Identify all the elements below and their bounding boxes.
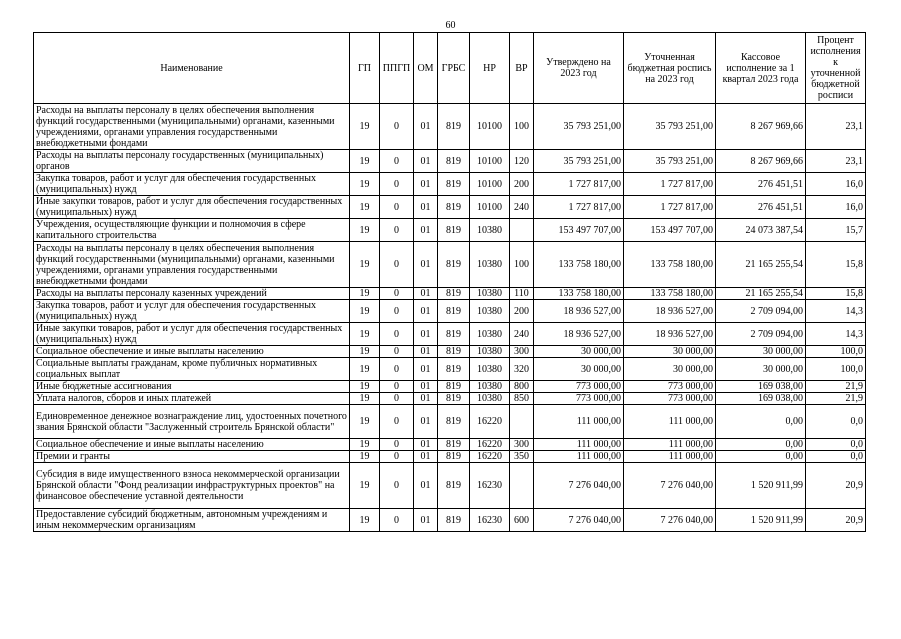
cell-cash: 0,00 bbox=[716, 405, 806, 439]
cell-om: 01 bbox=[414, 405, 438, 439]
cell-gp: 19 bbox=[350, 393, 380, 405]
cell-approved: 773 000,00 bbox=[534, 381, 624, 393]
cell-cash: 2 709 094,00 bbox=[716, 300, 806, 323]
table-row bbox=[34, 196, 866, 219]
cell-ppgp: 0 bbox=[380, 451, 414, 463]
cell-om: 01 bbox=[414, 219, 438, 242]
cell-grbs: 819 bbox=[438, 463, 470, 509]
cell-cash: 276 451,51 bbox=[716, 196, 806, 219]
cell-gp: 19 bbox=[350, 346, 380, 358]
cell-percent: 0,0 bbox=[806, 439, 866, 451]
cell-name: Уплата налогов, сборов и иных платежей bbox=[34, 393, 350, 405]
header-om: ОМ bbox=[414, 33, 438, 104]
cell-approved: 111 000,00 bbox=[534, 451, 624, 463]
cell-grbs: 819 bbox=[438, 150, 470, 173]
cell-percent: 21,9 bbox=[806, 393, 866, 405]
cell-grbs: 819 bbox=[438, 196, 470, 219]
cell-refined: 1 727 817,00 bbox=[624, 196, 716, 219]
cell-vr: 300 bbox=[510, 439, 534, 451]
cell-ppgp: 0 bbox=[380, 288, 414, 300]
table-row bbox=[34, 358, 866, 381]
cell-np: 10380 bbox=[470, 242, 510, 288]
cell-vr: 100 bbox=[510, 242, 534, 288]
cell-np: 16220 bbox=[470, 405, 510, 439]
cell-np: 16220 bbox=[470, 451, 510, 463]
cell-vr: 240 bbox=[510, 196, 534, 219]
cell-om: 01 bbox=[414, 509, 438, 532]
cell-vr bbox=[510, 405, 534, 439]
cell-name: Расходы на выплаты персоналу казенных учреждений bbox=[34, 288, 350, 300]
cell-approved: 18 936 527,00 bbox=[534, 323, 624, 346]
cell-vr: 850 bbox=[510, 393, 534, 405]
cell-percent: 14,3 bbox=[806, 300, 866, 323]
cell-approved: 35 793 251,00 bbox=[534, 150, 624, 173]
cell-vr: 200 bbox=[510, 173, 534, 196]
cell-cash: 0,00 bbox=[716, 439, 806, 451]
cell-ppgp: 0 bbox=[380, 439, 414, 451]
cell-gp: 19 bbox=[350, 463, 380, 509]
cell-ppgp: 0 bbox=[380, 463, 414, 509]
cell-np: 10380 bbox=[470, 219, 510, 242]
cell-ppgp: 0 bbox=[380, 150, 414, 173]
cell-cash: 276 451,51 bbox=[716, 173, 806, 196]
cell-np: 10380 bbox=[470, 288, 510, 300]
cell-name: Единовременное денежное вознаграждение лиц, удостоенных почетного звания Брянской области "Заслуженный строитель Брянской области" bbox=[34, 405, 350, 439]
cell-refined: 1 727 817,00 bbox=[624, 173, 716, 196]
cell-np: 16230 bbox=[470, 509, 510, 532]
cell-refined: 7 276 040,00 bbox=[624, 463, 716, 509]
cell-ppgp: 0 bbox=[380, 173, 414, 196]
cell-grbs: 819 bbox=[438, 358, 470, 381]
cell-refined: 30 000,00 bbox=[624, 358, 716, 381]
table-row bbox=[34, 219, 866, 242]
cell-grbs: 819 bbox=[438, 323, 470, 346]
cell-refined: 35 793 251,00 bbox=[624, 104, 716, 150]
cell-gp: 19 bbox=[350, 439, 380, 451]
cell-refined: 30 000,00 bbox=[624, 346, 716, 358]
cell-vr: 300 bbox=[510, 346, 534, 358]
cell-ppgp: 0 bbox=[380, 196, 414, 219]
table-row bbox=[34, 439, 866, 451]
cell-np: 10380 bbox=[470, 346, 510, 358]
cell-name: Премии и гранты bbox=[34, 451, 350, 463]
cell-grbs: 819 bbox=[438, 509, 470, 532]
cell-refined: 133 758 180,00 bbox=[624, 242, 716, 288]
cell-approved: 30 000,00 bbox=[534, 358, 624, 381]
cell-gp: 19 bbox=[350, 323, 380, 346]
cell-om: 01 bbox=[414, 196, 438, 219]
cell-np: 10100 bbox=[470, 150, 510, 173]
cell-ppgp: 0 bbox=[380, 219, 414, 242]
cell-grbs: 819 bbox=[438, 300, 470, 323]
cell-om: 01 bbox=[414, 381, 438, 393]
cell-cash: 1 520 911,99 bbox=[716, 509, 806, 532]
table-row bbox=[34, 381, 866, 393]
table-row bbox=[34, 451, 866, 463]
header-grbs: ГРБС bbox=[438, 33, 470, 104]
cell-ppgp: 0 bbox=[380, 509, 414, 532]
header-percent: Процент исполнения к уточненной бюджетной росписи bbox=[806, 33, 866, 104]
cell-approved: 30 000,00 bbox=[534, 346, 624, 358]
cell-name: Социальное обеспечение и иные выплаты населению bbox=[34, 439, 350, 451]
cell-approved: 7 276 040,00 bbox=[534, 463, 624, 509]
cell-cash: 0,00 bbox=[716, 451, 806, 463]
cell-om: 01 bbox=[414, 288, 438, 300]
cell-cash: 21 165 255,54 bbox=[716, 242, 806, 288]
cell-np: 10380 bbox=[470, 358, 510, 381]
cell-cash: 2 709 094,00 bbox=[716, 323, 806, 346]
cell-approved: 133 758 180,00 bbox=[534, 242, 624, 288]
cell-om: 01 bbox=[414, 463, 438, 509]
cell-cash: 30 000,00 bbox=[716, 358, 806, 381]
cell-np: 10380 bbox=[470, 393, 510, 405]
cell-grbs: 819 bbox=[438, 173, 470, 196]
cell-ppgp: 0 bbox=[380, 300, 414, 323]
header-approved: Утверждено на 2023 год bbox=[534, 33, 624, 104]
cell-percent: 15,8 bbox=[806, 242, 866, 288]
cell-vr: 320 bbox=[510, 358, 534, 381]
cell-gp: 19 bbox=[350, 358, 380, 381]
cell-ppgp: 0 bbox=[380, 358, 414, 381]
cell-om: 01 bbox=[414, 173, 438, 196]
cell-grbs: 819 bbox=[438, 346, 470, 358]
cell-approved: 35 793 251,00 bbox=[534, 104, 624, 150]
cell-om: 01 bbox=[414, 346, 438, 358]
cell-grbs: 819 bbox=[438, 439, 470, 451]
cell-vr: 110 bbox=[510, 288, 534, 300]
cell-gp: 19 bbox=[350, 219, 380, 242]
cell-gp: 19 bbox=[350, 196, 380, 219]
cell-gp: 19 bbox=[350, 509, 380, 532]
cell-percent: 100,0 bbox=[806, 358, 866, 381]
cell-refined: 18 936 527,00 bbox=[624, 323, 716, 346]
cell-om: 01 bbox=[414, 439, 438, 451]
cell-cash: 169 038,00 bbox=[716, 381, 806, 393]
cell-vr: 600 bbox=[510, 509, 534, 532]
cell-name: Закупка товаров, работ и услуг для обеспечения государственных (муниципальных) нужд bbox=[34, 300, 350, 323]
cell-om: 01 bbox=[414, 358, 438, 381]
cell-refined: 773 000,00 bbox=[624, 381, 716, 393]
cell-grbs: 819 bbox=[438, 405, 470, 439]
header-np: НР bbox=[470, 33, 510, 104]
cell-cash: 8 267 969,66 bbox=[716, 150, 806, 173]
header-ppgp: ППГП bbox=[380, 33, 414, 104]
cell-om: 01 bbox=[414, 242, 438, 288]
cell-cash: 169 038,00 bbox=[716, 393, 806, 405]
cell-refined: 111 000,00 bbox=[624, 439, 716, 451]
cell-cash: 21 165 255,54 bbox=[716, 288, 806, 300]
cell-np: 10380 bbox=[470, 381, 510, 393]
cell-grbs: 819 bbox=[438, 219, 470, 242]
cell-name: Расходы на выплаты персоналу в целях обеспечения выполнения функций государственными (муниципальными) органами, казенными учреждениями, органами управления государственными внебюджетными фондами bbox=[34, 242, 350, 288]
cell-vr bbox=[510, 219, 534, 242]
cell-refined: 133 758 180,00 bbox=[624, 288, 716, 300]
cell-percent: 0,0 bbox=[806, 451, 866, 463]
cell-ppgp: 0 bbox=[380, 405, 414, 439]
cell-percent: 16,0 bbox=[806, 173, 866, 196]
cell-om: 01 bbox=[414, 104, 438, 150]
cell-approved: 133 758 180,00 bbox=[534, 288, 624, 300]
cell-percent: 16,0 bbox=[806, 196, 866, 219]
table-row bbox=[34, 242, 866, 288]
cell-np: 10100 bbox=[470, 173, 510, 196]
cell-approved: 1 727 817,00 bbox=[534, 196, 624, 219]
cell-vr: 100 bbox=[510, 104, 534, 150]
cell-gp: 19 bbox=[350, 381, 380, 393]
cell-name: Расходы на выплаты персоналу государственных (муниципальных) органов bbox=[34, 150, 350, 173]
cell-gp: 19 bbox=[350, 242, 380, 288]
cell-vr: 200 bbox=[510, 300, 534, 323]
table-row bbox=[34, 173, 866, 196]
cell-name: Иные бюджетные ассигнования bbox=[34, 381, 350, 393]
cell-grbs: 819 bbox=[438, 451, 470, 463]
cell-cash: 8 267 969,66 bbox=[716, 104, 806, 150]
cell-gp: 19 bbox=[350, 451, 380, 463]
cell-name: Расходы на выплаты персоналу в целях обеспечения выполнения функций государственными (муниципальными) органами, казенными учреждениями, органами управления государственными внебюджетными фондами bbox=[34, 104, 350, 150]
cell-om: 01 bbox=[414, 300, 438, 323]
cell-np: 16220 bbox=[470, 439, 510, 451]
cell-ppgp: 0 bbox=[380, 323, 414, 346]
cell-om: 01 bbox=[414, 393, 438, 405]
cell-percent: 15,7 bbox=[806, 219, 866, 242]
header-cash: Кассовое исполнение за 1 квартал 2023 года bbox=[716, 33, 806, 104]
cell-ppgp: 0 bbox=[380, 393, 414, 405]
cell-name: Субсидия в виде имущественного взноса некоммерческой организации Брянской области "Фонд реализации инфраструктурных проектов" на финансовое обеспечение уставной деятельности bbox=[34, 463, 350, 509]
cell-cash: 1 520 911,99 bbox=[716, 463, 806, 509]
cell-np: 10380 bbox=[470, 323, 510, 346]
cell-approved: 153 497 707,00 bbox=[534, 219, 624, 242]
cell-percent: 23,1 bbox=[806, 104, 866, 150]
cell-grbs: 819 bbox=[438, 242, 470, 288]
cell-approved: 111 000,00 bbox=[534, 439, 624, 451]
cell-om: 01 bbox=[414, 451, 438, 463]
cell-gp: 19 bbox=[350, 288, 380, 300]
cell-np: 10100 bbox=[470, 104, 510, 150]
cell-gp: 19 bbox=[350, 405, 380, 439]
table-body bbox=[34, 104, 866, 532]
table-row bbox=[34, 346, 866, 358]
cell-approved: 111 000,00 bbox=[534, 405, 624, 439]
table-row bbox=[34, 104, 866, 150]
table-header-row bbox=[34, 33, 866, 104]
cell-refined: 773 000,00 bbox=[624, 393, 716, 405]
cell-percent: 20,9 bbox=[806, 509, 866, 532]
table-row bbox=[34, 463, 866, 509]
cell-percent: 23,1 bbox=[806, 150, 866, 173]
cell-np: 16230 bbox=[470, 463, 510, 509]
cell-ppgp: 0 bbox=[380, 381, 414, 393]
table-row bbox=[34, 405, 866, 439]
cell-vr: 240 bbox=[510, 323, 534, 346]
header-name: Наименование bbox=[34, 33, 350, 104]
table-row bbox=[34, 300, 866, 323]
cell-ppgp: 0 bbox=[380, 104, 414, 150]
cell-gp: 19 bbox=[350, 173, 380, 196]
cell-refined: 7 276 040,00 bbox=[624, 509, 716, 532]
cell-approved: 18 936 527,00 bbox=[534, 300, 624, 323]
table-row bbox=[34, 323, 866, 346]
cell-refined: 111 000,00 bbox=[624, 451, 716, 463]
cell-refined: 153 497 707,00 bbox=[624, 219, 716, 242]
cell-refined: 35 793 251,00 bbox=[624, 150, 716, 173]
cell-percent: 14,3 bbox=[806, 323, 866, 346]
cell-percent: 100,0 bbox=[806, 346, 866, 358]
cell-gp: 19 bbox=[350, 150, 380, 173]
cell-om: 01 bbox=[414, 323, 438, 346]
header-vr: ВР bbox=[510, 33, 534, 104]
cell-name: Иные закупки товаров, работ и услуг для обеспечения государственных (муниципальных) нужд bbox=[34, 323, 350, 346]
table-row bbox=[34, 393, 866, 405]
cell-vr bbox=[510, 463, 534, 509]
cell-name: Закупка товаров, работ и услуг для обеспечения государственных (муниципальных) нужд bbox=[34, 173, 350, 196]
cell-name: Социальное обеспечение и иные выплаты населению bbox=[34, 346, 350, 358]
cell-percent: 21,9 bbox=[806, 381, 866, 393]
cell-vr: 120 bbox=[510, 150, 534, 173]
cell-approved: 7 276 040,00 bbox=[534, 509, 624, 532]
cell-ppgp: 0 bbox=[380, 242, 414, 288]
cell-approved: 1 727 817,00 bbox=[534, 173, 624, 196]
budget-table bbox=[33, 32, 866, 532]
cell-approved: 773 000,00 bbox=[534, 393, 624, 405]
cell-np: 10100 bbox=[470, 196, 510, 219]
cell-ppgp: 0 bbox=[380, 346, 414, 358]
cell-vr: 350 bbox=[510, 451, 534, 463]
cell-grbs: 819 bbox=[438, 381, 470, 393]
cell-gp: 19 bbox=[350, 300, 380, 323]
cell-name: Предоставление субсидий бюджетным, автономным учреждениям и иным некоммерческим организациям bbox=[34, 509, 350, 532]
cell-percent: 15,8 bbox=[806, 288, 866, 300]
header-refined: Уточненная бюджетная роспись на 2023 год bbox=[624, 33, 716, 104]
cell-percent: 0,0 bbox=[806, 405, 866, 439]
cell-np: 10380 bbox=[470, 300, 510, 323]
cell-vr: 800 bbox=[510, 381, 534, 393]
table-row bbox=[34, 509, 866, 532]
cell-percent: 20,9 bbox=[806, 463, 866, 509]
cell-name: Иные закупки товаров, работ и услуг для обеспечения государственных (муниципальных) нужд bbox=[34, 196, 350, 219]
cell-name: Социальные выплаты гражданам, кроме публичных нормативных социальных выплат bbox=[34, 358, 350, 381]
cell-name: Учреждения, осуществляющие функции и полномочия в сфере капитального строительства bbox=[34, 219, 350, 242]
cell-refined: 111 000,00 bbox=[624, 405, 716, 439]
cell-om: 01 bbox=[414, 150, 438, 173]
cell-cash: 30 000,00 bbox=[716, 346, 806, 358]
cell-grbs: 819 bbox=[438, 393, 470, 405]
table-row bbox=[34, 150, 866, 173]
cell-refined: 18 936 527,00 bbox=[624, 300, 716, 323]
table-row bbox=[34, 288, 866, 300]
cell-cash: 24 073 387,54 bbox=[716, 219, 806, 242]
cell-gp: 19 bbox=[350, 104, 380, 150]
cell-grbs: 819 bbox=[438, 104, 470, 150]
cell-grbs: 819 bbox=[438, 288, 470, 300]
header-gp: ГП bbox=[350, 33, 380, 104]
page-number: 60 bbox=[445, 20, 456, 31]
